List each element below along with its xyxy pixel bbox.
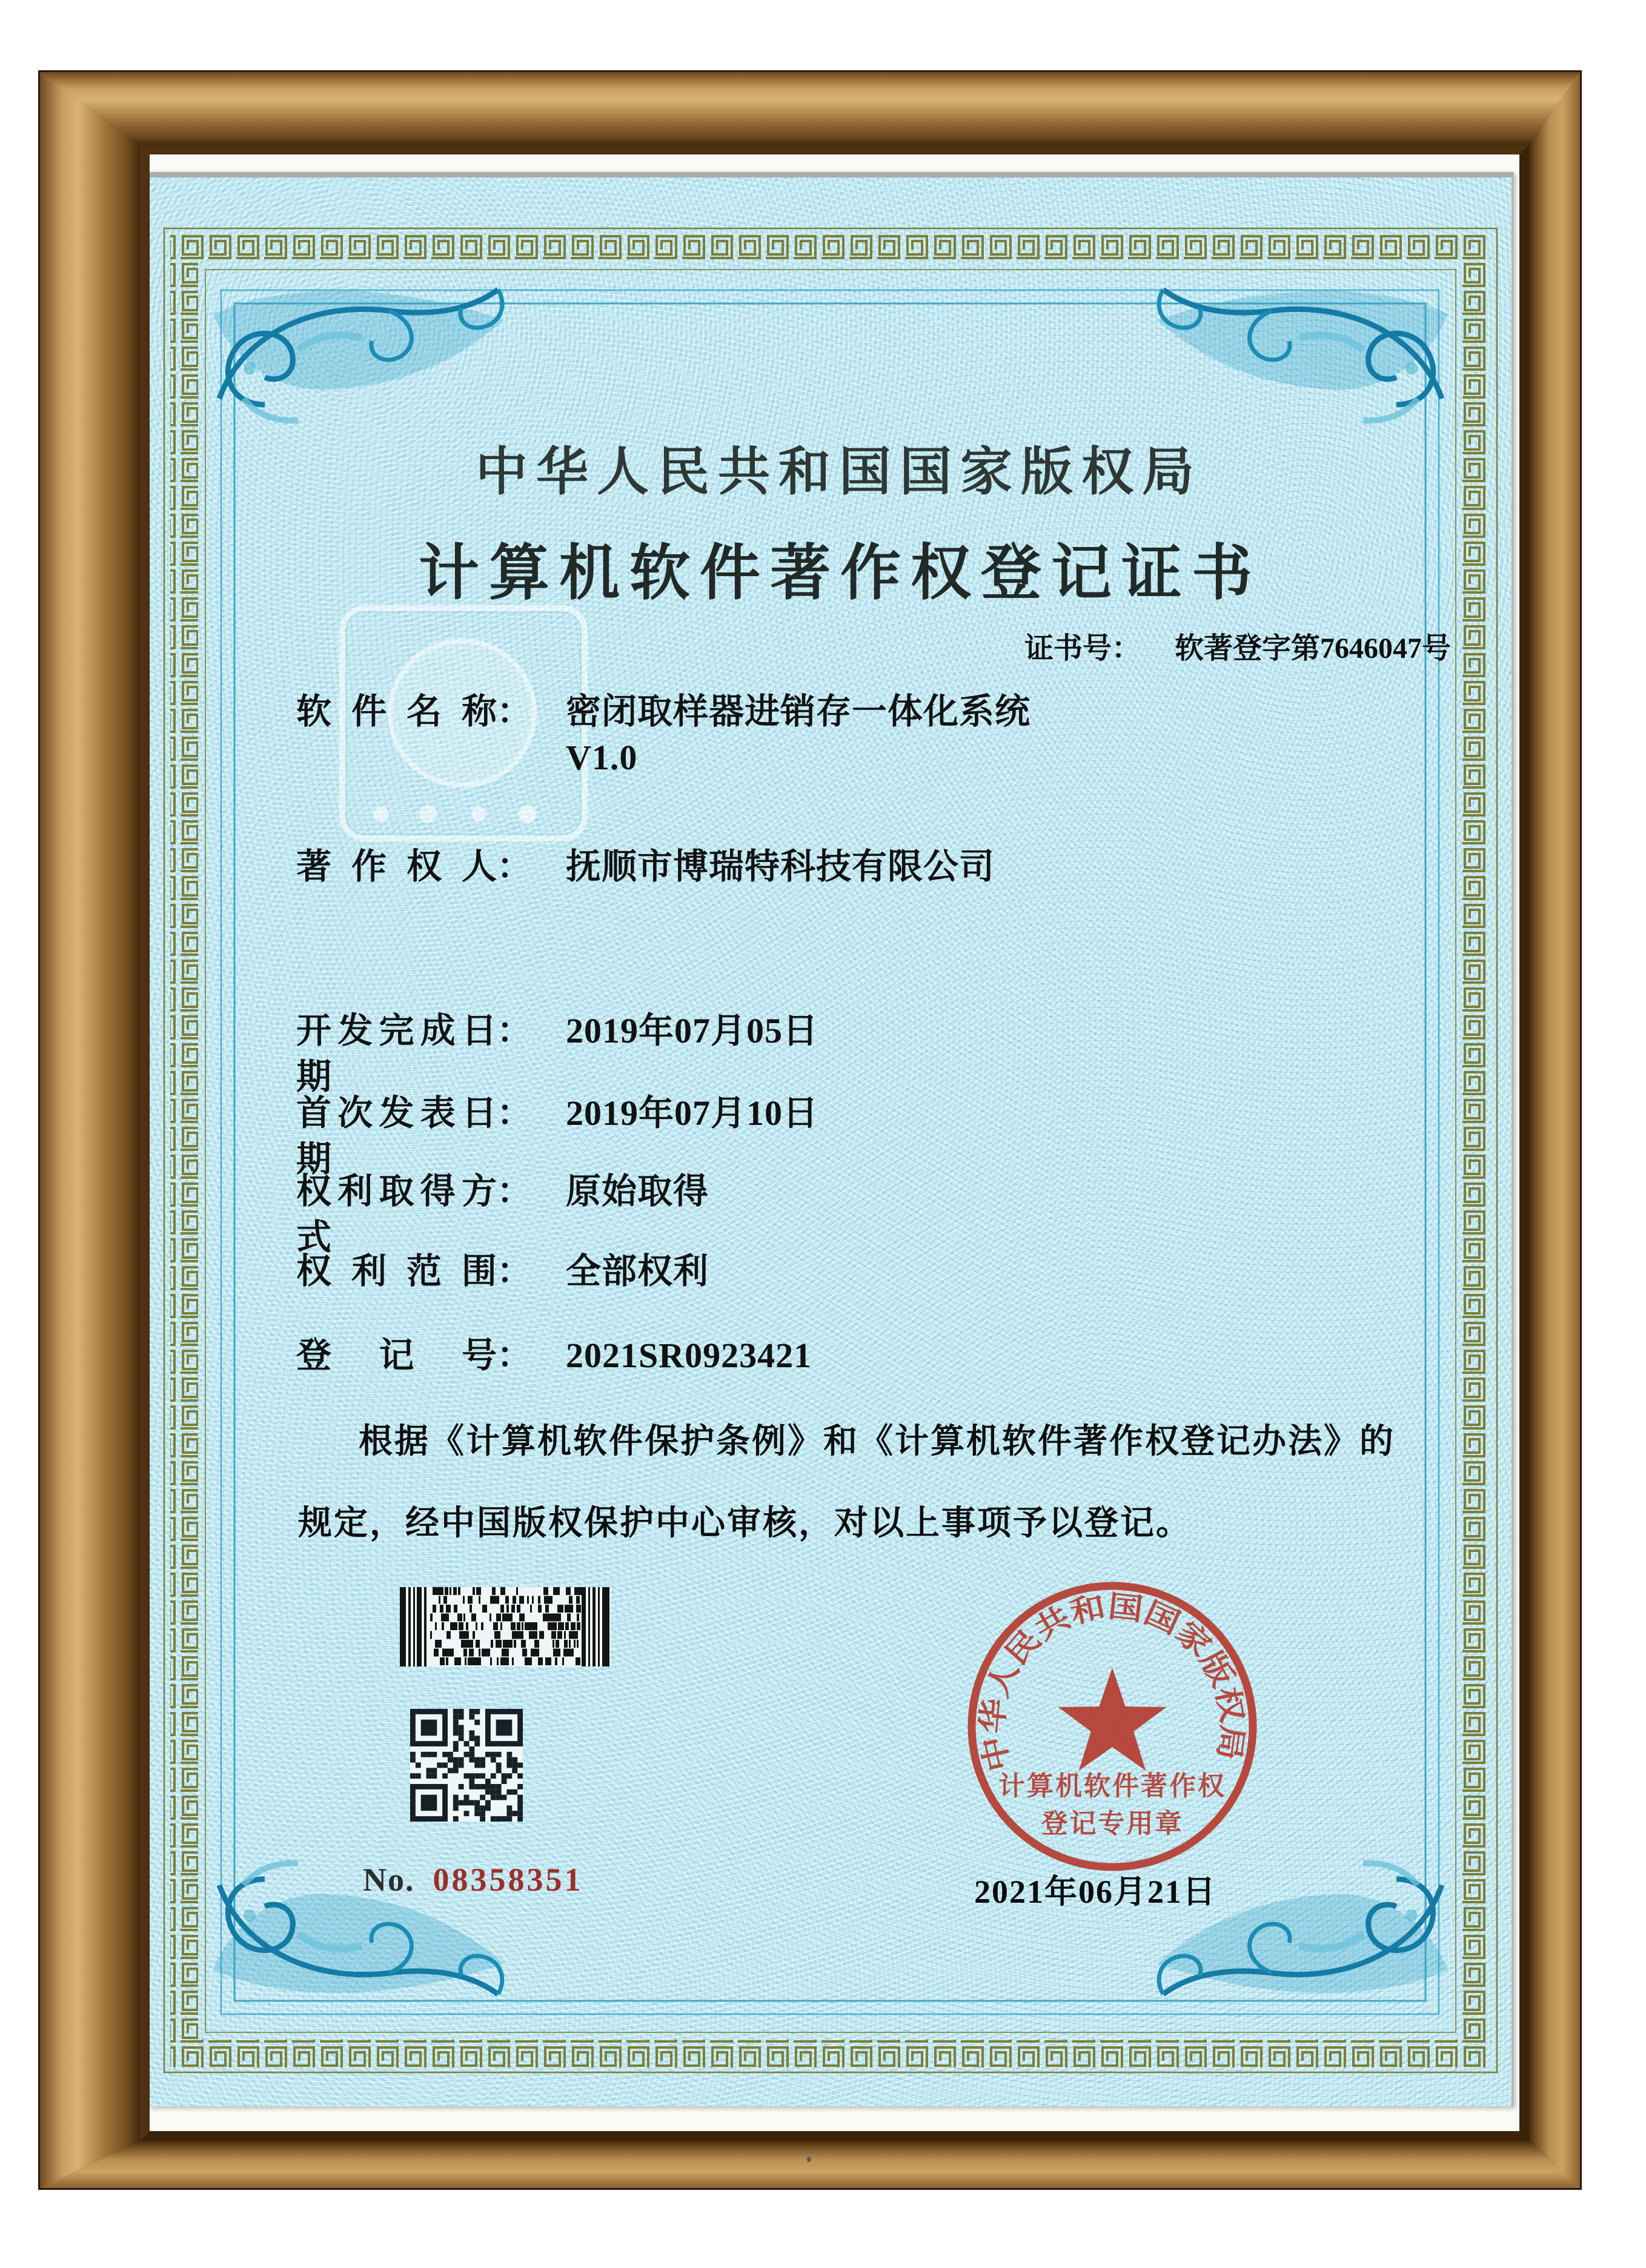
field-value: 原始取得 xyxy=(566,1172,709,1211)
serial-number: 08358351 xyxy=(433,1862,583,1898)
field-label: 权利取得方式 xyxy=(296,1172,497,1257)
authority-title: 中华人民共和国国家版权局 xyxy=(476,443,1203,501)
field-row-software-name xyxy=(296,689,1031,777)
serial-label: No. xyxy=(363,1862,415,1898)
seal-star-icon xyxy=(1058,1668,1167,1771)
picture-frame xyxy=(40,72,1580,2188)
certificate-title: 计算机软件著作权登记证书 xyxy=(419,540,1262,607)
field-value: 全部权利 xyxy=(566,1252,709,1291)
field-row-rights-acquisition xyxy=(296,1169,709,1261)
field-row-rights-scope xyxy=(296,1248,709,1295)
field-value: 2021SR0923421 xyxy=(566,1336,812,1375)
qr-code xyxy=(410,1708,523,1823)
frame-bar-top xyxy=(40,72,1580,145)
issue-date: 2021年06月21日 xyxy=(974,1874,1216,1910)
frame-mat xyxy=(140,145,1529,2141)
field-colon: ： xyxy=(497,847,533,886)
field-colon: ： xyxy=(497,1252,533,1291)
corner-flourish-top-left xyxy=(213,290,504,420)
certificate-paper xyxy=(150,172,1514,2106)
statement-line-2: 规定，经中国版权保护中心审核，对以上事项予以登记。 xyxy=(298,1505,1192,1542)
field-label: 首次发表日期 xyxy=(296,1093,497,1179)
field-label: 登记号 xyxy=(296,1336,497,1375)
field-colon: ： xyxy=(497,1011,533,1050)
frame-bar-right xyxy=(1529,72,1580,2188)
field-label: 开发完成日期 xyxy=(296,1011,497,1096)
seal-text-line1: 计算机软件著作权 xyxy=(998,1771,1226,1801)
field-colon: ： xyxy=(497,1093,533,1133)
official-seal xyxy=(961,1575,1264,1878)
field-colon: ： xyxy=(497,692,533,731)
field-row-completion-date xyxy=(296,1008,819,1100)
field-value: 2019年07月10日 xyxy=(566,1093,819,1133)
software-version: V1.0 xyxy=(566,738,638,777)
certificate-number-line xyxy=(1024,625,1451,666)
field-label: 权利范围 xyxy=(296,1252,497,1291)
seal-text-line2: 登记专用章 xyxy=(1041,1809,1184,1839)
field-value: 2019年07月05日 xyxy=(566,1011,819,1050)
field-row-registration-number xyxy=(296,1333,812,1379)
corner-flourish-top-right xyxy=(1157,290,1448,420)
seal-ring-text: 中华人民共和国国家版权局 xyxy=(975,1589,1250,1775)
frame-bar-left xyxy=(40,72,140,2188)
field-label: 软件名称 xyxy=(296,692,497,731)
field-label: 著作权人 xyxy=(296,847,497,886)
field-colon: ： xyxy=(497,1172,533,1211)
field-value: 抚顺市博瑞特科技有限公司 xyxy=(566,847,995,886)
barcode xyxy=(400,1587,611,1666)
frame-bar-bottom xyxy=(40,2141,1580,2188)
dust-speck xyxy=(807,2157,811,2162)
field-colon: ： xyxy=(497,1336,533,1375)
watermark-characters xyxy=(362,804,550,824)
field-value: 密闭取样器进销存一体化系统 V1.0 xyxy=(566,689,1030,781)
field-row-copyright-owner xyxy=(296,844,995,890)
serial-number-line xyxy=(363,1861,583,1898)
certificate-number-value: 软著登字第7646047号 xyxy=(1174,632,1451,665)
statement-line-1: 根据《计算机软件保护条例》和《计算机软件著作权登记办法》的 xyxy=(359,1423,1395,1461)
certificate-number-label: 证书号： xyxy=(1024,632,1141,665)
